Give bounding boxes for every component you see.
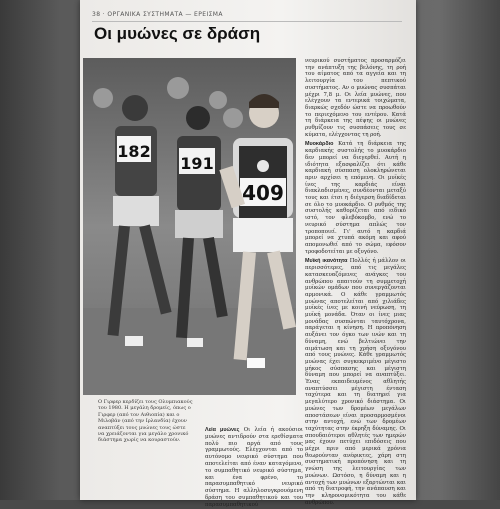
right-column-intro: νευρικού συστήματος προσαρμόζει την ανάπτυξη της βελόνης, τη ροή του αίματος από τα αγγεία και τη λειτουργία του πεπτικού συστήματος. Αν ο μυώνας συσπάται μέχρι 7,8 μ. Οι λεία μυώνες, που ελέγχουν τα εντερικά τοιχώματα, διαρκώς σχεδόν ώστε να προωθούν το περιεχόμενο του εντέρου. Κατά τη διάρκεια της πέψης οι μυώνες ρυθμίζουν τις συσπάσεις τους σε κύματα, ελέγχοντας τη ροή. [305,58,406,138]
myocardium-heading: Μυοκάρδιο [305,141,334,148]
muscle-ability-text: Πολλές ή μάλλον οι περισσότερες, από τις μεγάλες κατασκευαζόμενες ανάγκες του ανθρώπου απαιτούν τη συμμετοχή μυϊκών ομάδων που συνεργάζονται αρμονικά. Ο κάθε γραμμωτός μυώνας αποτελείται από χιλιάδες μυϊκές ίνες με κοινή νεύρωση, τη μυϊκή μονάδα. Όταν οι ίνες μιας μονάδας συσπώνται ταυτόχρονα, παράγεται η κίνηση. Η προπόνηση αυξάνει τον όγκο των ινών και τη δύναμη, ενώ βελτιώνει την αιμάτωση και τη χρήση οξυγόνου από τους μυώνες. Κάθε γραμμωτός μυώνας έχει συγκεκριμένο μέγιστο μήκος σύσπασης και μέγιστη δύναμη που μπορεί να αναπτύξει. Ένας εκπαιδευμένος αθλητής αναπτύσσει μέγιστη ένταση ταχύτερα και τη διατηρεί για μεγαλύτερο χρονικό διάστημα. Οι μυώνες των δρομέων μεγάλων αποστάσεων είναι προσαρμοσμένοι στην αντοχή, ενώ των δρομέων ταχύτητας στην έκρηξη δύναμης. Οι σπουδαιότεροι αθλητές των ημερών μας έχουν πετύχει επιδόσεις που μέχρι πριν από μερικά χρόνια θεωρούνταν ανέφικτες, χάρη στη συστηματική προπόνηση και τη γνώση της λειτουργίας των μυώνων. Ωστόσο, η δύναμη και η αντοχή των μυώνων εξαρτώνται και από τη διατροφή, την ανάπαυση και την κληρονομικότητα του κάθε ανθρώπου. [305,258,406,506]
muscle-ability-heading: Μυϊκή ικανότητα [305,258,348,265]
bib-left: 182 [117,142,151,161]
article-title: Οι μυώνες σε δράση [94,24,261,43]
bib-middle: 191 [180,154,214,173]
myocardium-paragraph [305,141,406,255]
myocardium-text: Κατά τη διάρκεια της καρδιακής συστολής το μυοκάρδιο δεν μπορεί να διεγερθεί. Αυτή η ιδιότητα εξασφαλίζει ότι κάθε καρδιακή σύσπαση ολοκληρώνεται πριν αρχίσει η επόμενη. Οι μυϊκές ίνες της καρδιάς είναι διακλαδισμένες, συνδέονται μεταξύ τους και έτσι η διέγερση διαδίδεται σε όλο το μυοκάρδιο. Ο ρυθμός της συστολής καθορίζεται από ειδικό ιστό, τον φλεβόκομβο, ενώ το νευρικό σύστημα απλώς τον τροποποιεί. Γι' αυτό η καρδιά μπορεί να χτυπά ακόμη και αφού απομονωθεί από το σώμα, εφόσον τροφοδοτείται με οξυγόνο. [305,141,406,255]
photo-caption: Ο Γιρφερ κερδίζει τους Ολυμπιακούς του 1980. Η μεγάλη δρομείς, όπως ο Γιρφερ (από τον Αιθιοπία) και ο Μιλοβάν (από την Ιρλανδία) έχουν αναπτύξει τους μυώνες τους ώστε να χρειάζονται για μεγάλο χρονικό διάστημα χωρίς να κουραστούν. [98,399,193,444]
runners-illustration [83,58,296,395]
running-head: 38 · ΟΡΓΑΝΙΚΑ ΣΥΣΤΗΜΑΤΑ — ΕΡΕΙΣΜΑ [92,11,402,22]
book-page [80,0,416,508]
muscle-ability-paragraph [305,258,406,506]
smooth-muscle-heading: Λεία μυώνες [205,427,240,433]
right-column [305,58,406,506]
smooth-muscle-section [205,427,303,509]
runners-photo [83,58,296,395]
smooth-muscle-text: Οι λεία ή ακούσιοι μυώνες αντιδρούν στα ερεθίσματα πολύ πιο αργά από τους γραμμωτούς. Ελέγχονται από το αυτόνομο νευρικό σύστημα που αποτελείται από έναν καταγόμενο, το συμπαθητικό νευρικό σύστημα, και ένα φρένο, το παρασυμπαθητικό νευρικό σύστημα. Η αλληλοσυγκρουόμενη δράση του συμπαθητικού και του παρασυμπαθητικού [205,427,303,508]
bib-right: 409 [242,181,284,205]
